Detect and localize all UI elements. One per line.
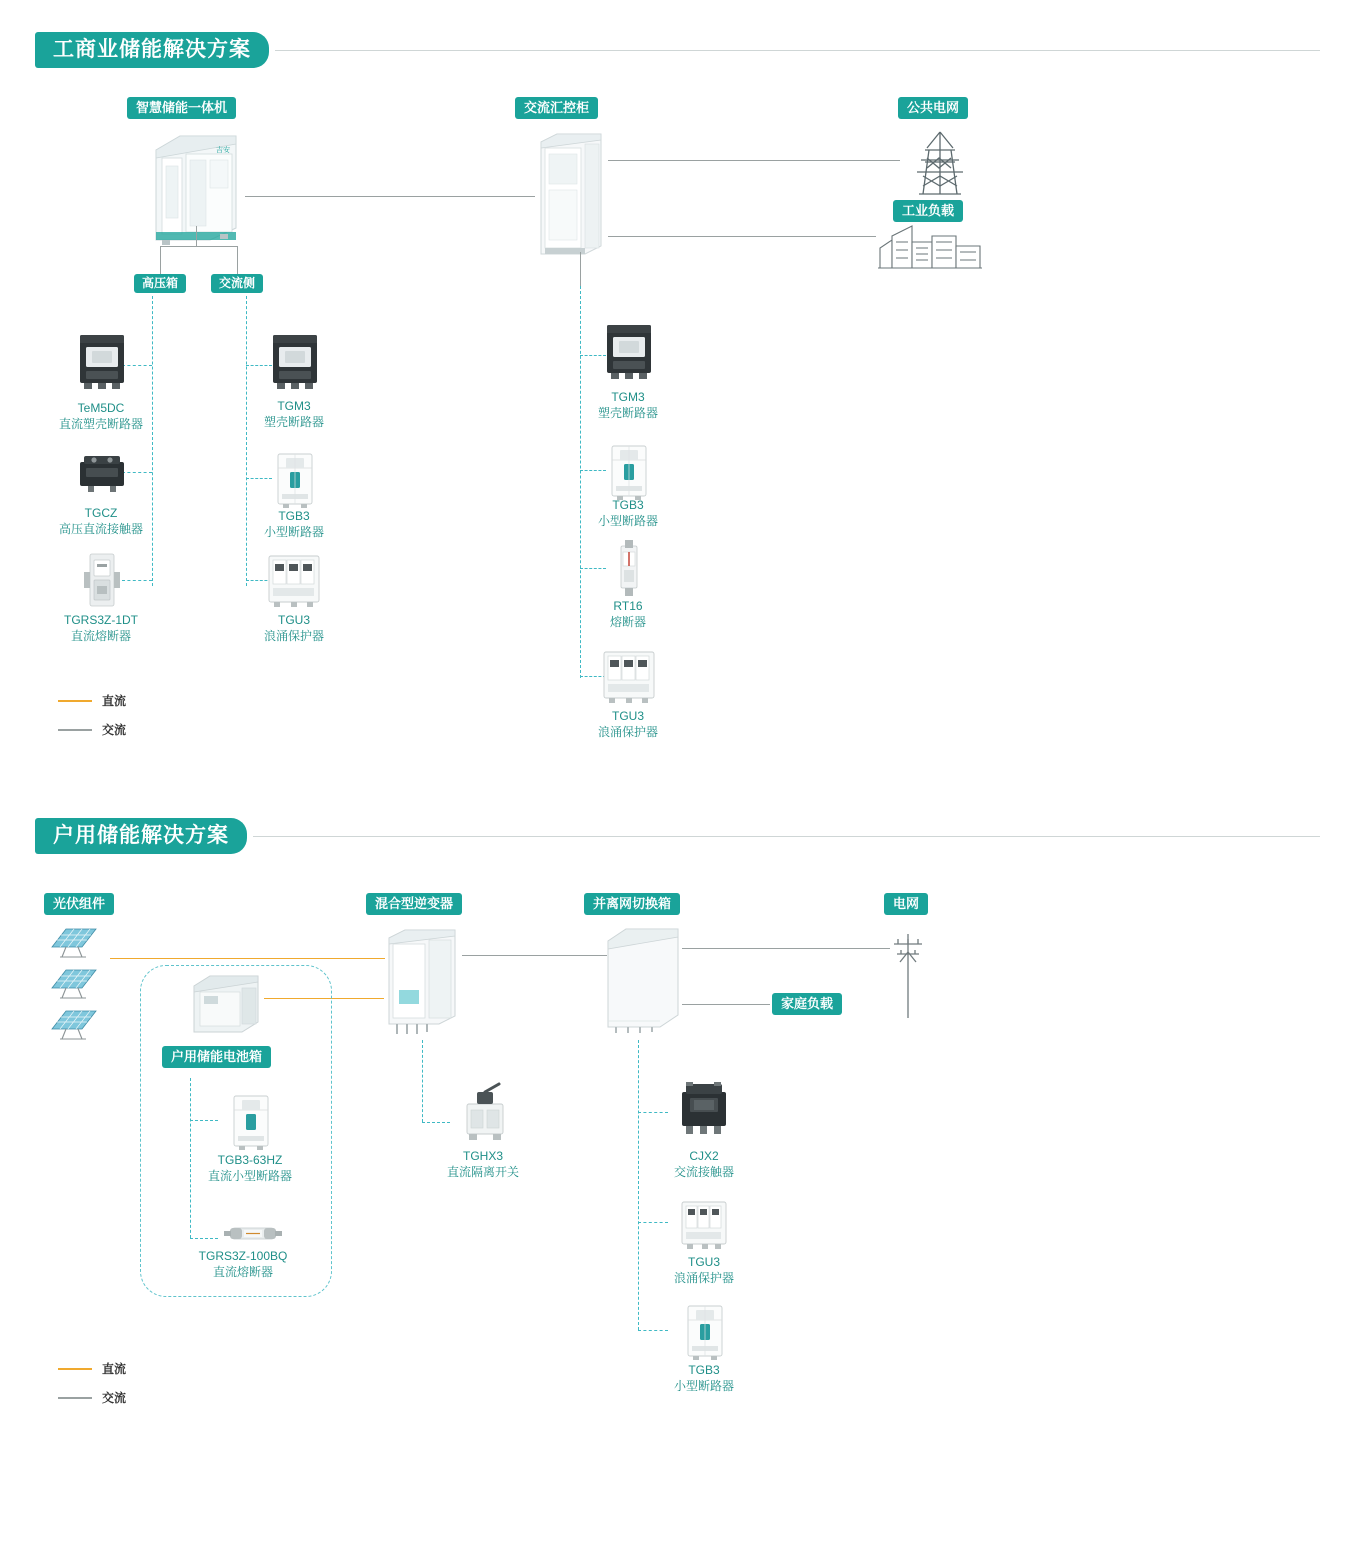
caption-hv-1 — [59, 505, 143, 537]
legend-label-dc-2: 直流 — [102, 1362, 127, 1376]
caption-hv-2 — [64, 612, 138, 644]
svg-text:吉安: 吉安 — [216, 147, 230, 154]
chip-home-load: 家庭负载 — [772, 993, 842, 1015]
name-ac-0: 塑壳断路器 — [263, 415, 325, 430]
name-bat-0: 直流小型断路器 — [207, 1169, 293, 1184]
miniature-breaker-icon — [272, 450, 318, 513]
model-hv-1: TGCZ — [84, 506, 118, 520]
branch-inv-1 — [422, 1122, 450, 1123]
section-title-commercial: 工商业储能解决方案 — [35, 32, 269, 68]
name-tr-2: 小型断路器 — [673, 1379, 735, 1394]
branch-bat-1 — [190, 1120, 218, 1121]
caption-ac-1 — [264, 508, 324, 540]
name-cab-3: 浪涌保护器 — [597, 725, 659, 740]
model-tr-1: TGU3 — [687, 1255, 721, 1269]
line-cabinet-to-load — [608, 236, 876, 237]
molded-case-breaker-icon — [74, 333, 130, 396]
spine-inverter — [422, 1040, 423, 1122]
name-inv-0: 直流隔离开关 — [446, 1165, 520, 1180]
chip-ess-machine: 智慧储能一体机 — [127, 97, 236, 119]
chip-ac-side: 交流侧 — [211, 274, 263, 293]
name-cab-2: 熔断器 — [609, 615, 647, 630]
model-tr-0: CJX2 — [689, 1149, 719, 1163]
chip-public-grid: 公共电网 — [898, 97, 968, 119]
pv-panel-icon — [48, 966, 98, 1005]
model-cab-2: RT16 — [613, 599, 643, 613]
line-transfer-to-home — [682, 1004, 770, 1005]
ess-machine-icon — [150, 128, 240, 251]
legend-ac-commercial — [58, 721, 126, 738]
legend-dc-commercial — [58, 692, 126, 709]
caption-inv-0 — [447, 1148, 519, 1180]
transfer-box-icon — [604, 925, 684, 1040]
legend-swatch-ac-2 — [58, 1397, 92, 1399]
line-pv-to-inverter — [110, 958, 385, 959]
line-cabinet-to-grid — [608, 160, 900, 161]
fuse-icon — [613, 540, 645, 601]
spine-hv — [152, 296, 153, 586]
drop-hv-box — [160, 246, 161, 274]
chip-grid: 电网 — [884, 893, 928, 915]
legend-label-ac: 交流 — [102, 723, 127, 737]
name-tr-0: 交流接触器 — [673, 1165, 735, 1180]
chip-hv-box: 高压箱 — [134, 274, 186, 293]
branch-hv-3 — [122, 580, 152, 581]
legend-dc-residential — [58, 1360, 126, 1377]
utility-pole-icon — [888, 928, 928, 1025]
model-cab-0: TGM3 — [611, 390, 645, 404]
legend-swatch-ac — [58, 729, 92, 731]
name-cab-1: 小型断路器 — [597, 514, 659, 529]
ac-contactor-icon — [676, 1082, 732, 1143]
drop-cabinet — [580, 252, 581, 286]
name-ac-2: 浪涌保护器 — [263, 629, 325, 644]
miniature-breaker-icon — [606, 442, 652, 505]
branch-tr-3 — [638, 1330, 668, 1331]
heading-rule-2 — [253, 836, 1320, 837]
hybrid-inverter-icon — [383, 928, 461, 1041]
caption-bat-0 — [208, 1152, 292, 1184]
dc-isolator-switch-icon — [455, 1082, 515, 1149]
caption-tr-2 — [674, 1362, 734, 1394]
section-heading-residential — [35, 818, 1320, 854]
name-cab-0: 塑壳断路器 — [597, 406, 659, 421]
section-heading-commercial — [35, 32, 1320, 68]
caption-cab-3 — [598, 708, 658, 740]
spine-cabinet — [580, 286, 581, 678]
name-ac-1: 小型断路器 — [263, 525, 325, 540]
branch-tr-2 — [638, 1222, 668, 1223]
spine-battery — [190, 1078, 191, 1238]
pv-panel-icon — [48, 1007, 98, 1046]
model-hv-2: TGRS3Z-1DT — [63, 613, 139, 627]
miniature-breaker-icon — [682, 1302, 728, 1365]
caption-cab-0 — [598, 389, 658, 421]
factory-icon — [878, 224, 982, 275]
dc-fuse-icon — [80, 552, 124, 613]
branch-ac-2 — [246, 478, 272, 479]
heading-rule — [275, 50, 1320, 51]
chip-transfer-box: 并离网切换箱 — [584, 893, 680, 915]
line-inverter-to-transfer — [462, 955, 607, 956]
branch-tr-1 — [638, 1112, 668, 1113]
name-tr-1: 浪涌保护器 — [673, 1271, 735, 1286]
model-hv-0: TeM5DC — [77, 401, 125, 415]
surge-protector-icon — [678, 1198, 730, 1255]
power-pylon-icon — [905, 128, 975, 203]
chip-industrial-load: 工业负载 — [893, 200, 963, 222]
caption-ac-2 — [264, 612, 324, 644]
model-tr-2: TGB3 — [688, 1363, 720, 1377]
caption-ac-0 — [264, 398, 324, 430]
drop-ac-side — [237, 246, 238, 274]
name-hv-1: 高压直流接触器 — [58, 522, 144, 537]
legend-swatch-dc-2 — [58, 1368, 92, 1370]
name-hv-2: 直流熔断器 — [70, 629, 132, 644]
model-cab-1: TGB3 — [612, 498, 644, 512]
branch-cab-3 — [580, 568, 606, 569]
caption-hv-0 — [59, 400, 143, 432]
model-ac-1: TGB3 — [278, 509, 310, 523]
branch-cab-2 — [580, 470, 606, 471]
section-title-residential: 户用储能解决方案 — [35, 818, 247, 854]
name-hv-0: 直流塑壳断路器 — [58, 417, 144, 432]
legend-ac-residential — [58, 1389, 126, 1406]
chip-ac-cabinet: 交流汇控柜 — [515, 97, 598, 119]
molded-case-breaker-icon — [267, 333, 323, 396]
pv-panel-icon — [48, 925, 98, 964]
legend-label-dc: 直流 — [102, 694, 127, 708]
chip-battery-box: 户用储能电池箱 — [162, 1046, 271, 1068]
model-inv-0: TGHX3 — [462, 1149, 504, 1163]
surge-protector-icon — [265, 552, 323, 613]
spine-transfer — [638, 1040, 639, 1330]
miniature-breaker-icon — [228, 1092, 274, 1155]
legend-label-ac-2: 交流 — [102, 1391, 127, 1405]
caption-tr-1 — [674, 1254, 734, 1286]
drop-machine-bus — [196, 226, 197, 246]
model-bat-0: TGB3-63HZ — [217, 1153, 283, 1167]
caption-bat-1 — [199, 1248, 288, 1280]
caption-tr-0 — [674, 1148, 734, 1180]
dc-contactor-icon — [76, 450, 128, 499]
model-ac-2: TGU3 — [277, 613, 311, 627]
line-transfer-to-grid — [682, 948, 890, 949]
chip-pv-modules: 光伏组件 — [44, 893, 114, 915]
bus-machine-branch — [160, 246, 237, 247]
surge-protector-icon — [600, 648, 658, 709]
caption-cab-1 — [598, 497, 658, 529]
branch-bat-2 — [190, 1238, 218, 1239]
spine-ac — [246, 296, 247, 586]
molded-case-breaker-icon — [601, 323, 657, 386]
model-cab-3: TGU3 — [611, 709, 645, 723]
model-bat-1: TGRS3Z-100BQ — [198, 1249, 288, 1263]
ac-cabinet-icon — [535, 128, 607, 261]
name-bat-1: 直流熔断器 — [212, 1265, 274, 1280]
line-ess-to-cabinet — [245, 196, 535, 197]
caption-cab-2 — [610, 598, 646, 630]
model-ac-0: TGM3 — [277, 399, 311, 413]
legend-swatch-dc — [58, 700, 92, 702]
chip-hybrid-inverter: 混合型逆变器 — [366, 893, 462, 915]
